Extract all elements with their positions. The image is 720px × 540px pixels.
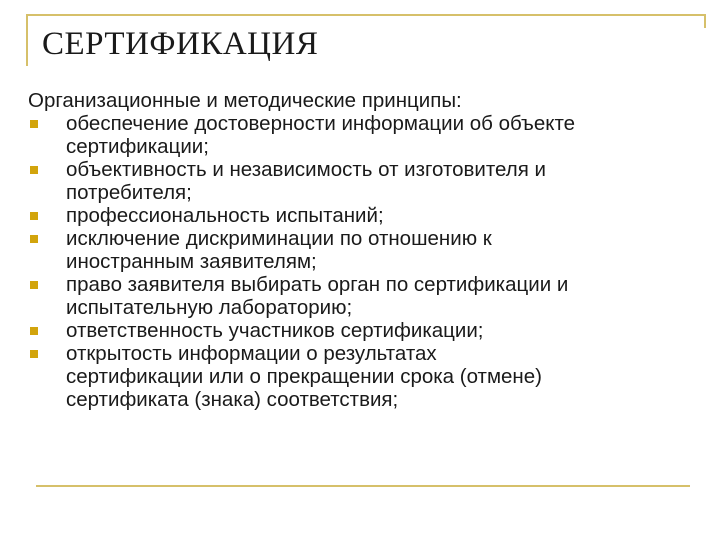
square-bullet-icon (30, 281, 38, 289)
list-item-text: сертификации; (66, 135, 209, 158)
list-item-text: исключение дискриминации по отношению к (66, 227, 492, 250)
square-bullet-icon (30, 350, 38, 358)
list-item (28, 342, 718, 411)
square-bullet-icon (30, 120, 38, 128)
list-item-text: потребителя; (66, 181, 192, 204)
title-frame-left-line (26, 14, 28, 66)
list-item-text: сертификата (знака) соответствия; (66, 388, 399, 411)
square-bullet-icon (30, 235, 38, 243)
list-item-text: иностранным заявителям; (66, 250, 317, 273)
bottom-divider (36, 485, 690, 487)
list-item-text: испытательную лабораторию; (66, 296, 353, 319)
list-item-text: сертификации или о прекращении срока (отмене) (66, 365, 542, 388)
list-item (28, 112, 718, 158)
list-item (28, 158, 718, 204)
list-item-text: право заявителя выбирать орган по сертификации и (66, 273, 569, 296)
list-item (28, 273, 718, 319)
list-item (28, 319, 718, 342)
intro-text: Организационные и методические принципы: (28, 89, 462, 112)
list-item-text: ответственность участников сертификации; (66, 319, 484, 342)
list-item (28, 204, 718, 227)
square-bullet-icon (30, 166, 38, 174)
slide-content (28, 89, 718, 411)
title-frame-right-line (704, 14, 706, 28)
list-item-text: открытость информации о результатах (66, 342, 437, 365)
slide-title: СЕРТИФИКАЦИЯ (42, 26, 319, 62)
list-item-text: профессиональность испытаний; (66, 204, 384, 227)
list-item (28, 227, 718, 273)
square-bullet-icon (30, 212, 38, 220)
title-frame-top-line (26, 14, 706, 16)
square-bullet-icon (30, 327, 38, 335)
list-item-text: обеспечение достоверности информации об объекте (66, 112, 576, 135)
principles-list (28, 112, 718, 411)
list-item-text: объективность и независимость от изготовителя и (66, 158, 546, 181)
